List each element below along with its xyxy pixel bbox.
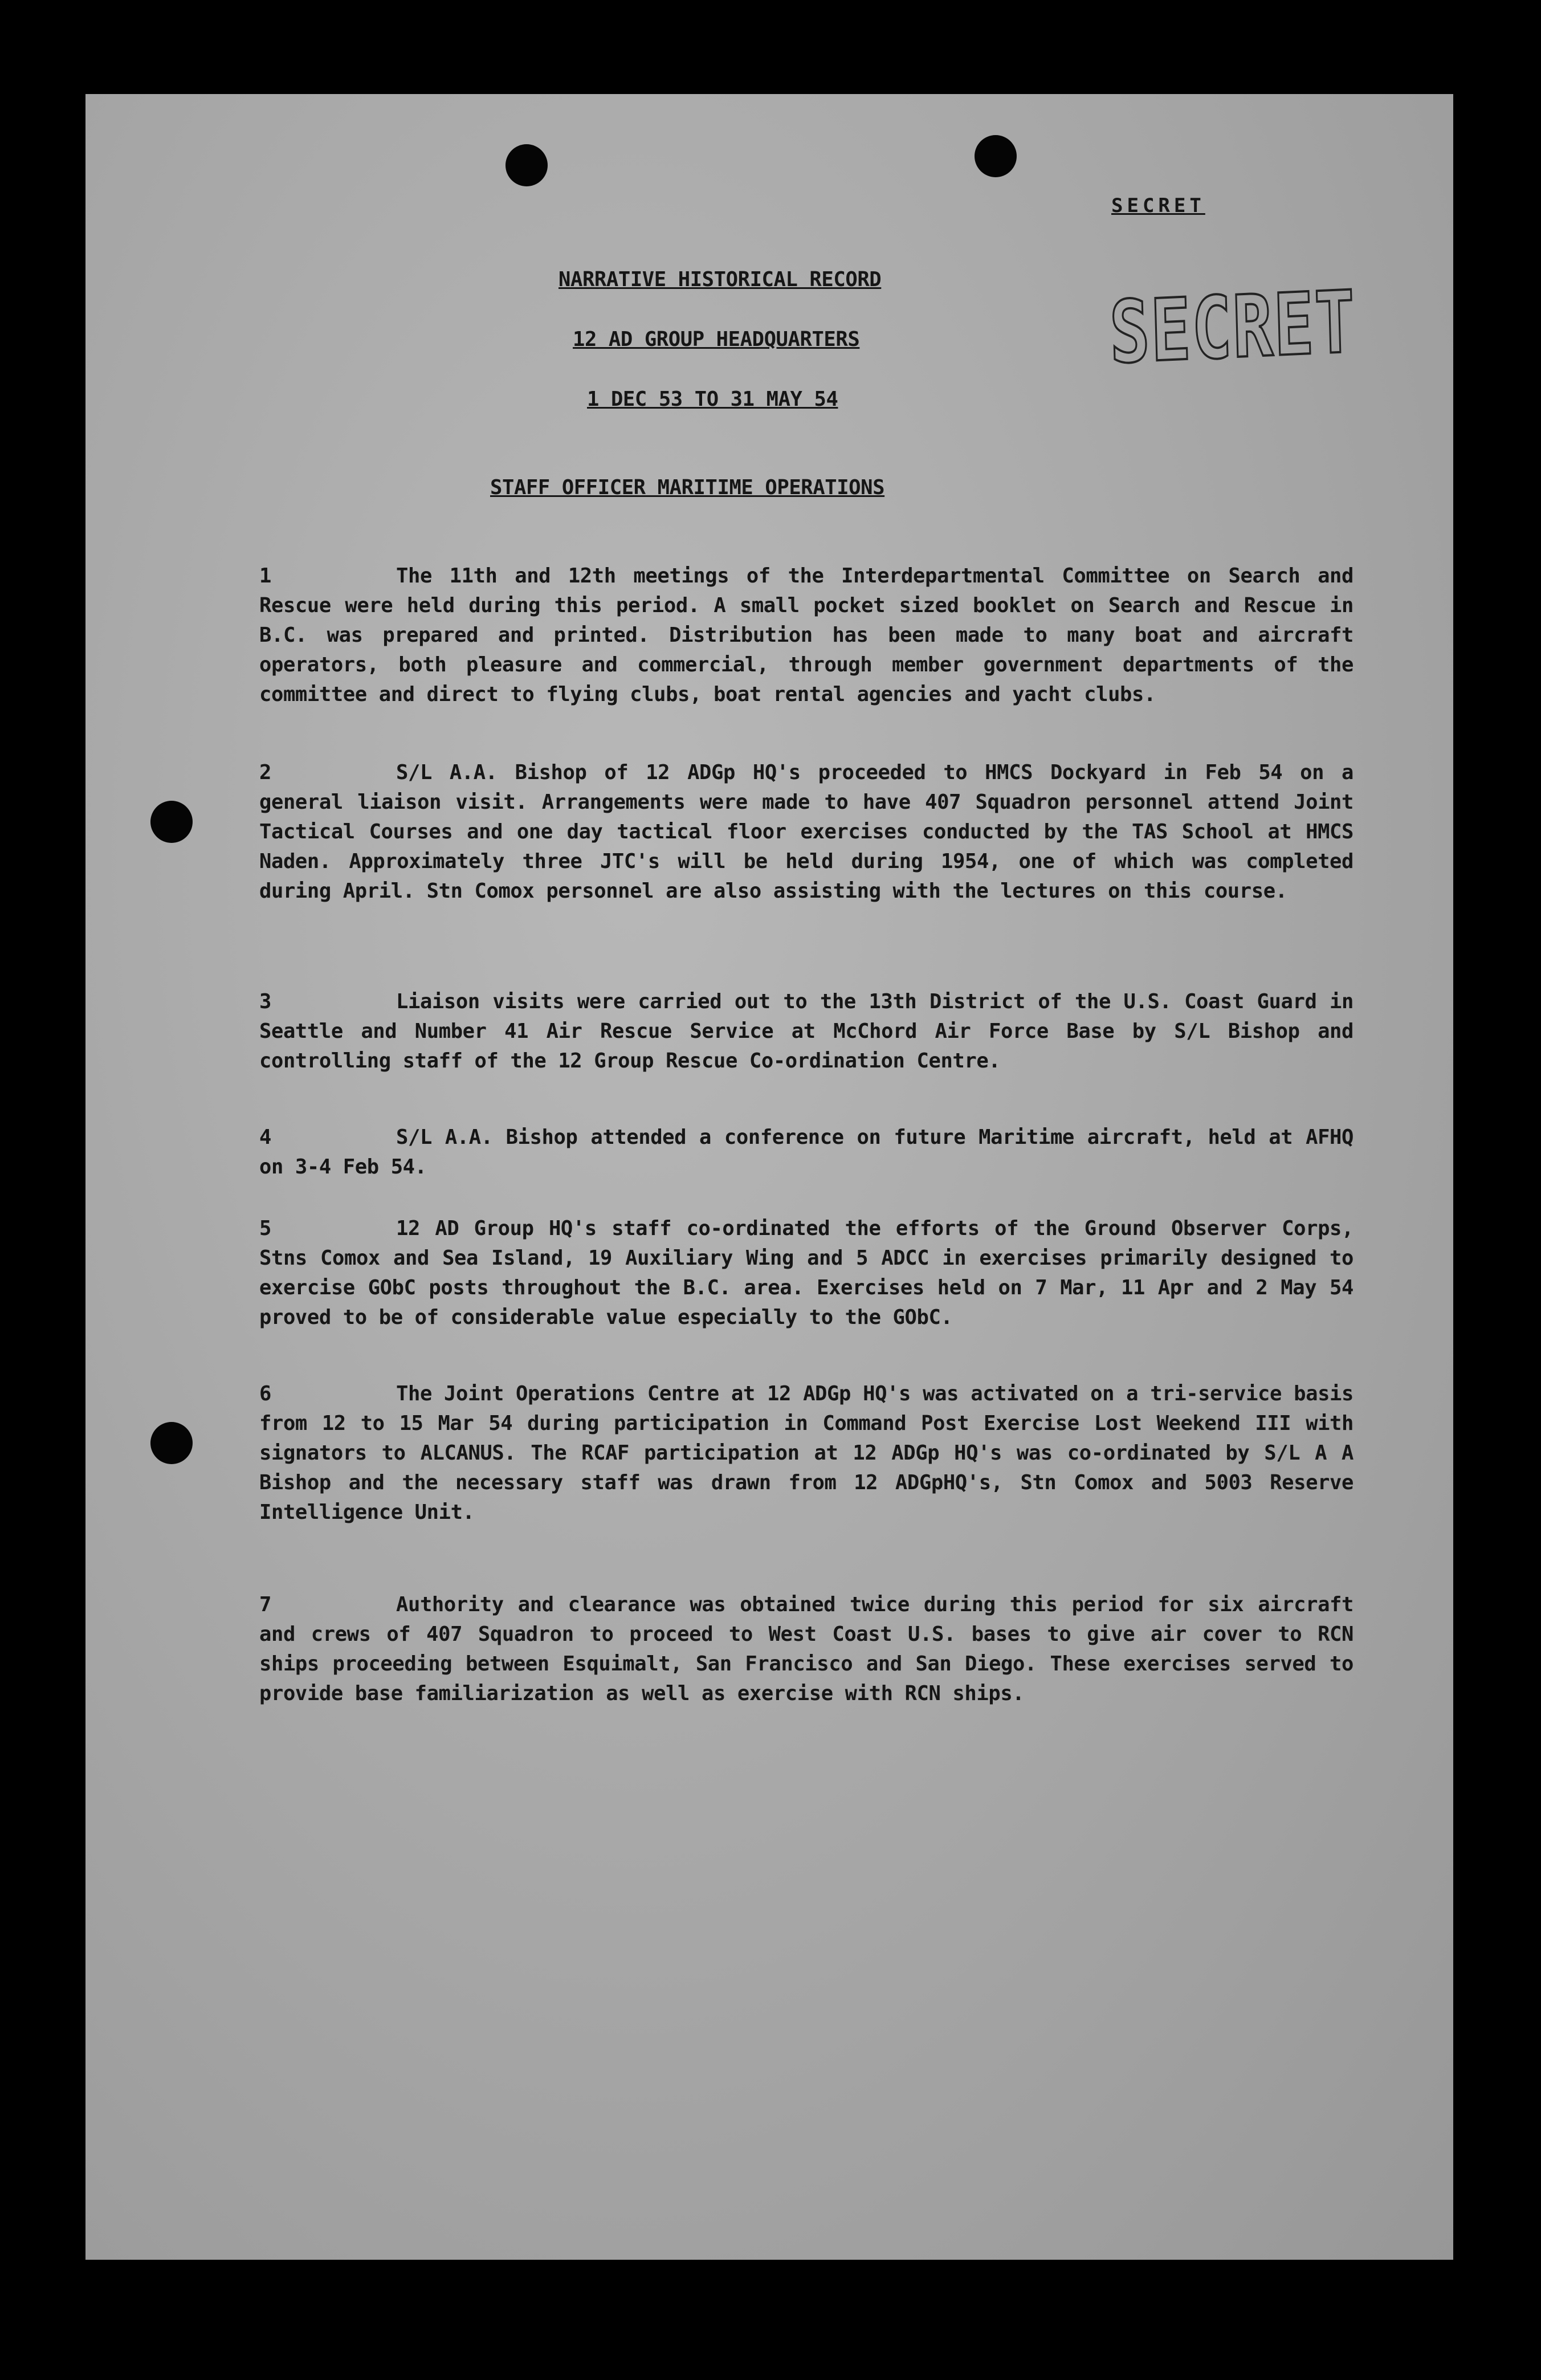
paragraph-number: 1: [259, 564, 271, 588]
paragraph-number: 4: [259, 1126, 271, 1149]
paragraph-text: The 11th and 12th meetings of the Interdepartmental Committee on Search and Rescue were held during this period. A small pocket sized booklet on Search and Rescue in B.C. was prepared and printed. Distribution has been made to many boat and aircraft operators, both pleasure and commercial, through member government departments of the committee and direct to flying clubs, boat rental agencies and yacht clubs.: [259, 564, 1354, 706]
paragraph-text: Liaison visits were carried out to the 13th District of the U.S. Coast Guard in Seattle and Number 41 Air Rescue Service at McChord Air Force Base by S/L Bishop and controlling staff of the 12 Group Rescue Co-ordination Centre.: [259, 990, 1354, 1073]
paragraph-number: 2: [259, 761, 271, 784]
paragraph-number: 7: [259, 1593, 271, 1616]
punch-hole-left-lower: [150, 1422, 193, 1464]
punch-hole-top-left: [505, 144, 548, 186]
paragraph-text: 12 AD Group HQ's staff co-ordinated the efforts of the Ground Observer Corps, Stns Comox and Sea Island, 19 Auxiliary Wing and 5 ADCC in exercises primarily designed to exercise GObC posts throughout the B.C. area. Exercises held on 7 Mar, 11 Apr and 2 May 54 proved to be of considerable value especially to the GObC.: [259, 1217, 1354, 1329]
paragraph-number: 5: [259, 1217, 271, 1240]
paragraph-text: Authority and clearance was obtained twice during this period for six aircraft and crews of 407 Squadron to proceed to West Coast U.S. bases to give air cover to RCN ships proceeding between Esquimalt, San Francisco and San Diego. These exercises served to provide base familiarization as well as exercise with RCN ships.: [259, 1593, 1354, 1705]
period-heading: 1 DEC 53 TO 31 MAY 54: [587, 388, 838, 411]
paragraph-number: 3: [259, 990, 271, 1013]
punch-hole-left-upper: [150, 801, 193, 843]
paragraph-text: S/L A.A. Bishop attended a conference on future Maritime aircraft, held at AFHQ on 3-4 Feb 54.: [259, 1126, 1354, 1179]
secret-stamp: SECRET: [1108, 272, 1357, 383]
classification-header: SECRET: [1111, 194, 1205, 217]
paragraph-number: 6: [259, 1382, 271, 1405]
unit-heading: 12 AD GROUP HEADQUARTERS: [573, 328, 860, 351]
paragraph-text: The Joint Operations Centre at 12 ADGp HQ's was activated on a tri-service basis from 12 to 15 Mar 54 during participation in Command Post Exercise Lost Weekend III with signators to ALCANUS. The RCAF participation at 12 ADGp HQ's was co-ordinated by S/L A A Bishop and the necessary staff was drawn from 12 ADGpHQ's, Stn Comox and 5003 Reserve Intelligence Unit.: [259, 1382, 1354, 1524]
paragraph-text: S/L A.A. Bishop of 12 ADGp HQ's proceeded to HMCS Dockyard in Feb 54 on a general liaison visit. Arrangements were made to have 407 Squadron personnel attend Joint Tactical Courses and one day tactical floor exercises conducted by the TAS School at HMCS Naden. Approximately three JTC's will be held during 1954, one of which was completed during April. Stn Comox personnel are also assisting with the lectures on this course.: [259, 761, 1354, 903]
document-title: NARRATIVE HISTORICAL RECORD: [558, 268, 882, 291]
document-page: [85, 94, 1453, 2260]
punch-hole-top-right: [975, 135, 1017, 177]
section-heading: STAFF OFFICER MARITIME OPERATIONS: [490, 476, 885, 499]
